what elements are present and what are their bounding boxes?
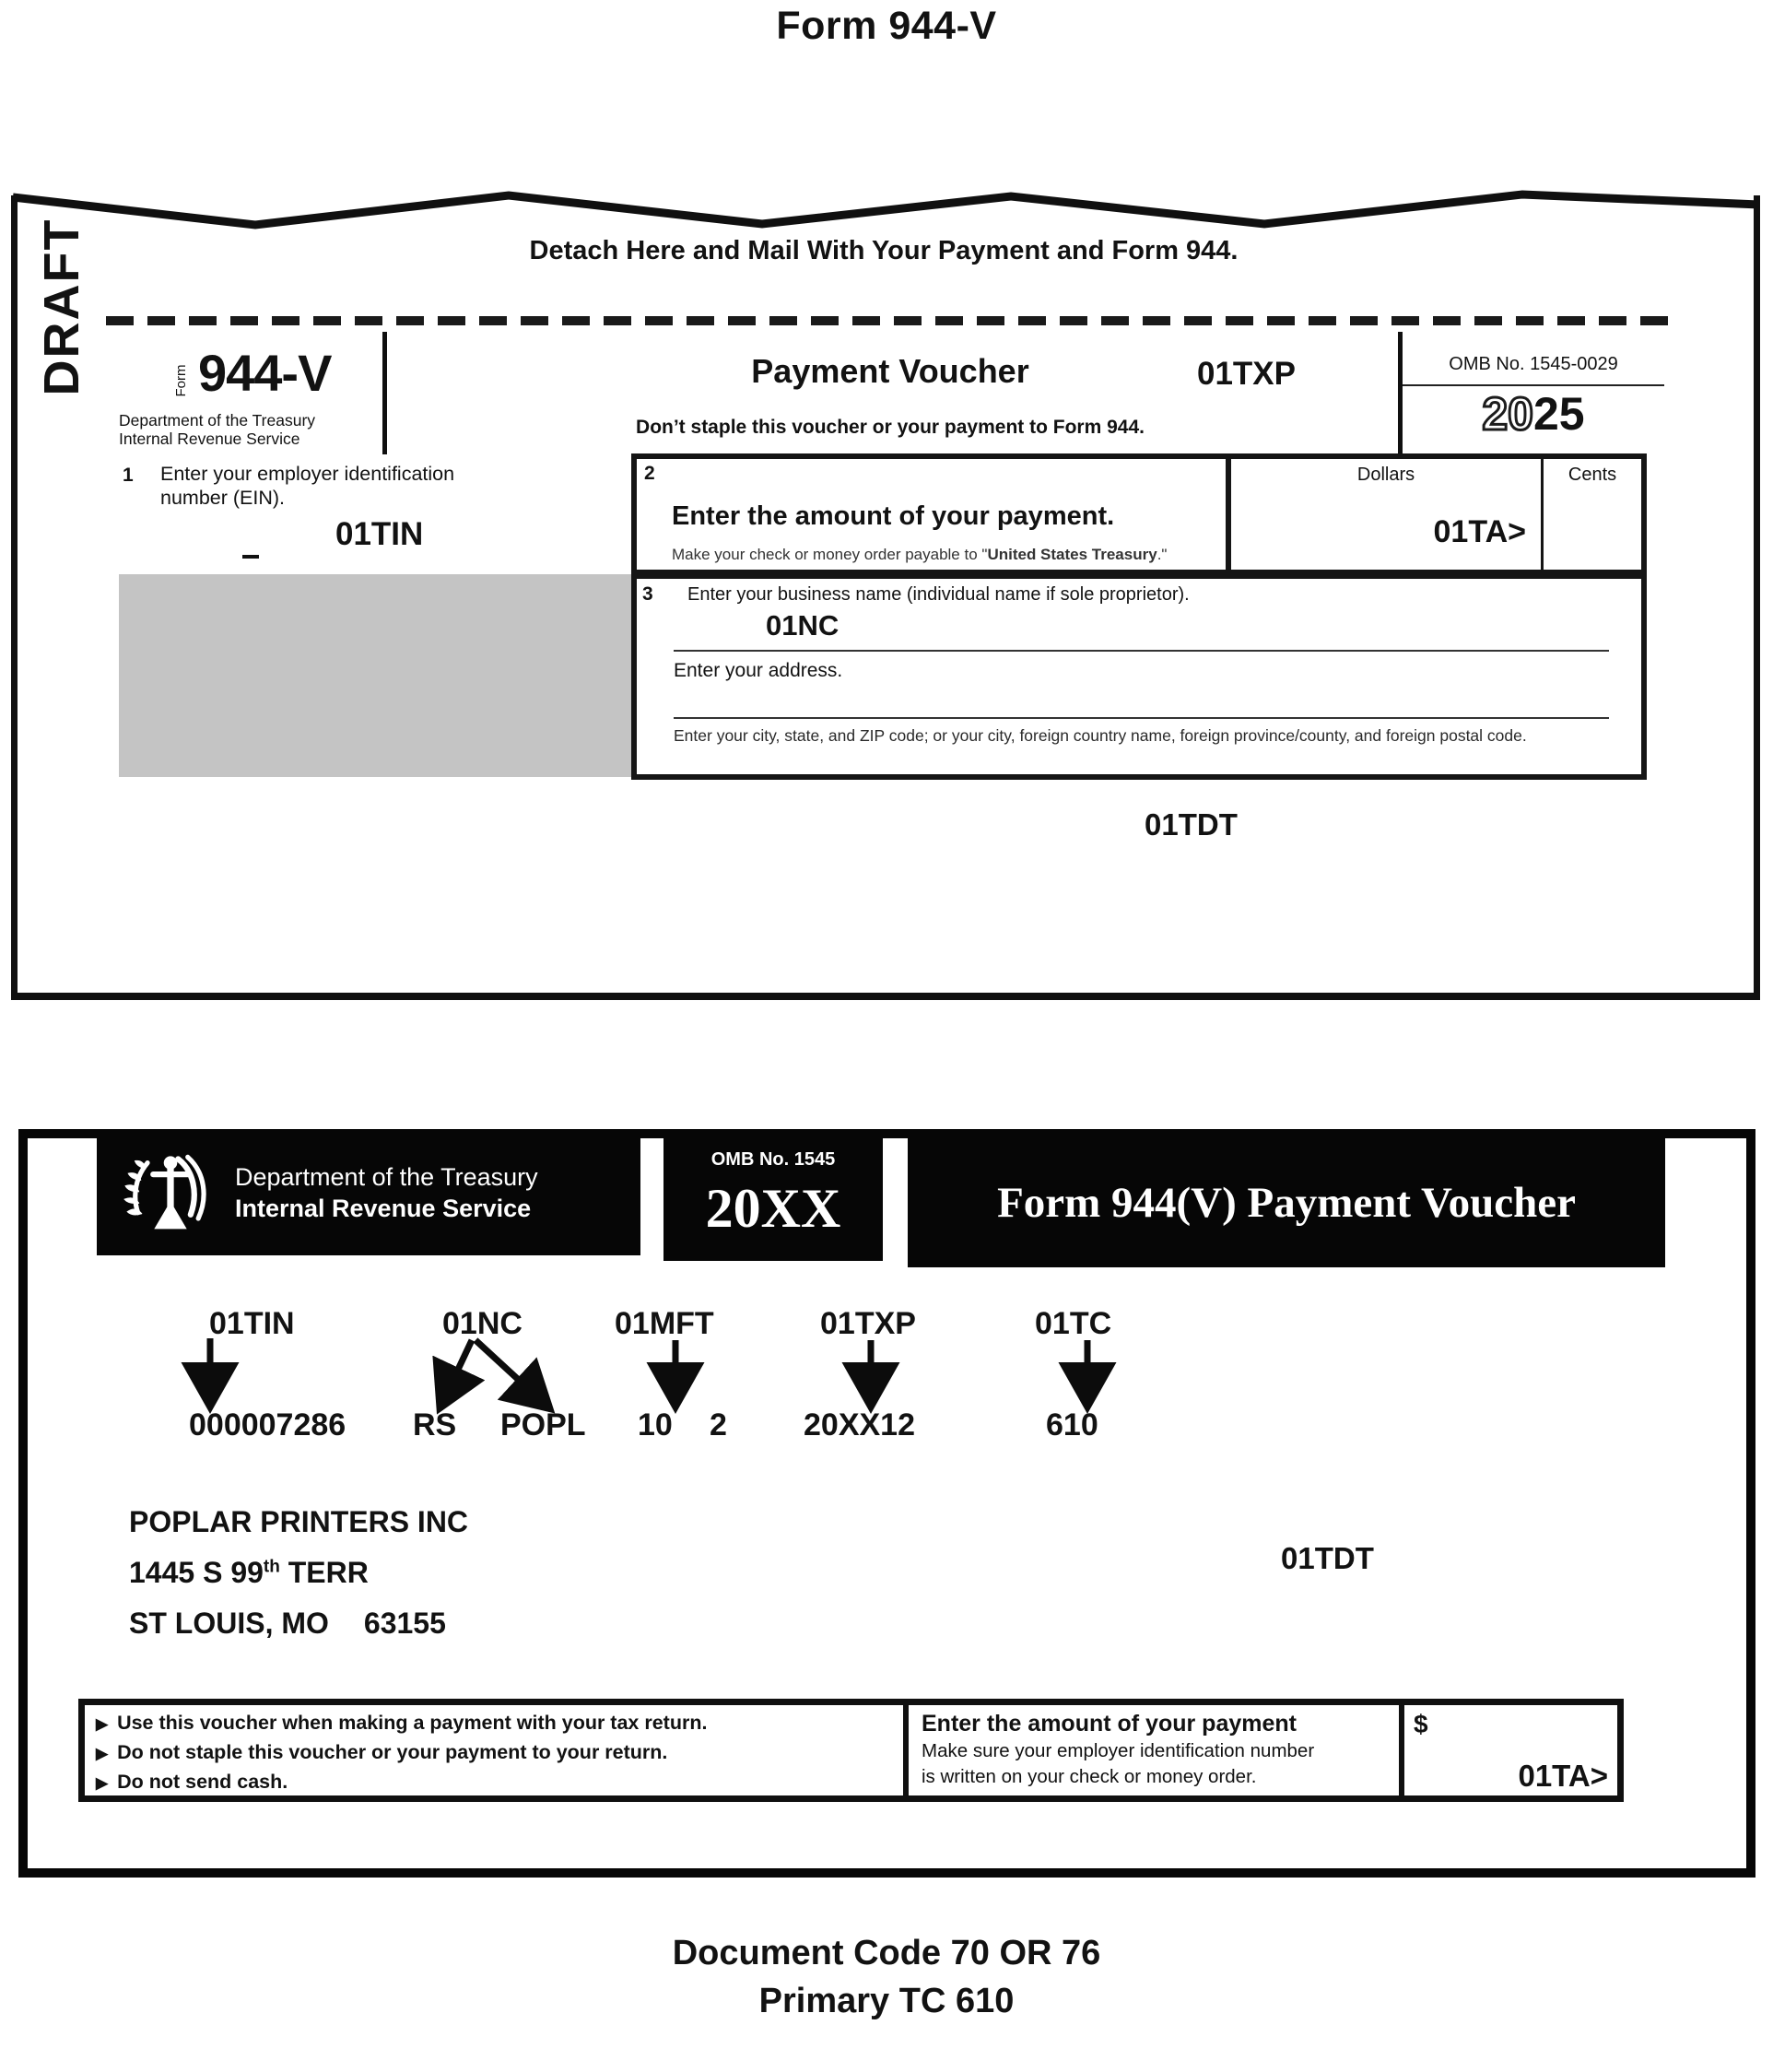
- street-ordinal: th: [263, 1557, 280, 1577]
- instruction-item: [96, 1741, 667, 1764]
- box3-number: 3: [642, 583, 653, 605]
- agency-line2: Internal Revenue Service: [119, 430, 300, 449]
- amount-note-line1: Make sure your employer identification number: [922, 1740, 1315, 1761]
- form-side-label: Form: [173, 364, 189, 397]
- date-field-code: 01TDT: [1281, 1541, 1374, 1575]
- value-tc: 610: [1046, 1407, 1098, 1442]
- value-mft-a: 10: [638, 1407, 673, 1442]
- ein-underscore-mark: [242, 555, 259, 559]
- voucher-filled: [18, 1129, 1755, 1878]
- street-post: TERR: [288, 1556, 369, 1589]
- instruction-text-2: Do not staple this voucher or your payment to your return.: [117, 1741, 668, 1763]
- treasury-banner-text: [235, 1162, 538, 1225]
- tax-year-outline-part: 20: [1482, 388, 1533, 440]
- cents-label: Cents: [1568, 465, 1617, 485]
- treasury-banner: [97, 1138, 640, 1255]
- payer-street: [129, 1556, 369, 1590]
- amount-box: [631, 453, 1647, 575]
- triangle-bullet-icon: ▶: [96, 1715, 109, 1733]
- amount-label: Enter the amount of your payment.: [672, 501, 1115, 531]
- box1-number: 1: [123, 465, 134, 486]
- triangle-bullet-icon: ▶: [96, 1774, 109, 1792]
- ein-label-line1: Enter your employer identification: [160, 463, 455, 485]
- payable-note-payee: United States Treasury: [987, 546, 1157, 563]
- triangle-bullet-icon: ▶: [96, 1745, 109, 1762]
- instruction-text-1: Use this voucher when making a payment with your tax return.: [117, 1712, 708, 1734]
- draft-watermark: DRAFT: [34, 218, 89, 396]
- form-title-banner: [908, 1138, 1665, 1267]
- amount-field-code: 01TA>: [1518, 1759, 1608, 1793]
- instruction-item: [96, 1712, 707, 1735]
- form-number: 944-V: [198, 344, 332, 402]
- code-label-txp: 01TXP: [820, 1306, 916, 1341]
- instruction-text-3: Do not send cash.: [117, 1771, 288, 1793]
- date-field-code: 01TDT: [1145, 807, 1238, 842]
- code-label-nc: 01NC: [442, 1306, 523, 1341]
- omb-underline: [1403, 384, 1664, 386]
- business-name-label: Enter your business name (individual name if sole proprietor).: [687, 584, 1190, 605]
- value-tin: 000007286: [189, 1407, 346, 1442]
- detach-dashed-line: [106, 316, 1674, 325]
- tax-year: [1403, 389, 1664, 439]
- voucher-draft: [11, 195, 1760, 1000]
- ein-label: [160, 463, 454, 511]
- treasury-line1: Department of the Treasury: [235, 1163, 538, 1191]
- payer-zip: 63155: [363, 1607, 446, 1640]
- value-nc-a: RS: [413, 1407, 457, 1442]
- city-state-zip-label: Enter your city, state, and ZIP code; or your city, foreign country name, foreign province/county, and foreign postal code.: [674, 726, 1527, 745]
- treasury-line2: Internal Revenue Service: [235, 1194, 532, 1222]
- payable-note-post: .": [1157, 546, 1168, 563]
- instruction-box: [78, 1699, 1624, 1802]
- footer-doc-code: Document Code 70 OR 76: [672, 1934, 1101, 1972]
- instruction-divider-1: [903, 1705, 909, 1795]
- voucher-title: Payment Voucher: [751, 352, 1029, 390]
- omb-number: OMB No. 1545-0029: [1449, 354, 1618, 374]
- page-title: Form 944-V: [776, 4, 997, 48]
- name-address-box: [631, 573, 1647, 780]
- omb-number: OMB No. 1545: [710, 1149, 836, 1170]
- instruction-item: [96, 1771, 288, 1794]
- payer-city-line: [129, 1607, 446, 1641]
- box2-number: 2: [644, 463, 655, 484]
- code-label-tc: 01TC: [1035, 1306, 1112, 1341]
- dollar-sign: $: [1414, 1710, 1428, 1738]
- payer-name: POPLAR PRINTERS INC: [129, 1505, 469, 1538]
- code-label-mft: 01MFT: [615, 1306, 714, 1341]
- detach-instruction: Detach Here and Mail With Your Payment and Form 944.: [529, 236, 1239, 265]
- tin-field-code: 01TIN: [335, 516, 424, 552]
- amount-note-line2: is written on your check or money order.: [922, 1766, 1257, 1787]
- address-label: Enter your address.: [674, 660, 843, 681]
- dollars-label: Dollars: [1356, 465, 1415, 485]
- instruction-divider-2: [1399, 1705, 1404, 1795]
- name-write-line: [674, 650, 1609, 652]
- value-txp: 20XX12: [804, 1407, 915, 1442]
- value-nc-b: POPL: [500, 1407, 586, 1442]
- street-pre: 1445 S 99: [129, 1556, 264, 1589]
- amount-column-title: Enter the amount of your payment: [922, 1711, 1297, 1736]
- payable-note-pre: Make your check or money order payable to ": [672, 546, 988, 563]
- omb-year-banner: [663, 1138, 883, 1261]
- ein-label-line2: number (EIN).: [160, 486, 286, 509]
- agency-line1: Department of the Treasury: [119, 411, 316, 430]
- tax-year-solid-part: 25: [1533, 388, 1585, 440]
- shaded-reserved-area: [119, 574, 631, 777]
- no-staple-note: Don’t staple this voucher or your payment to Form 944.: [636, 417, 1145, 438]
- form-title: Form 944(V) Payment Voucher: [997, 1179, 1576, 1227]
- amount-field-code: 01TA>: [1433, 514, 1526, 549]
- address-write-line: [674, 717, 1609, 719]
- payable-note: [672, 546, 1167, 564]
- txp-field-code: 01TXP: [1197, 356, 1296, 392]
- irs-eagle-icon: [123, 1148, 218, 1243]
- tax-year: 20XX: [705, 1178, 841, 1239]
- footer-primary-tc: Primary TC 610: [758, 1982, 1015, 2020]
- agency-name: [119, 411, 315, 448]
- code-label-tin: 01TIN: [209, 1306, 295, 1341]
- payer-city: ST LOUIS, MO: [129, 1607, 329, 1640]
- name-field-code: 01NC: [766, 609, 840, 642]
- value-mft-b: 2: [710, 1407, 727, 1442]
